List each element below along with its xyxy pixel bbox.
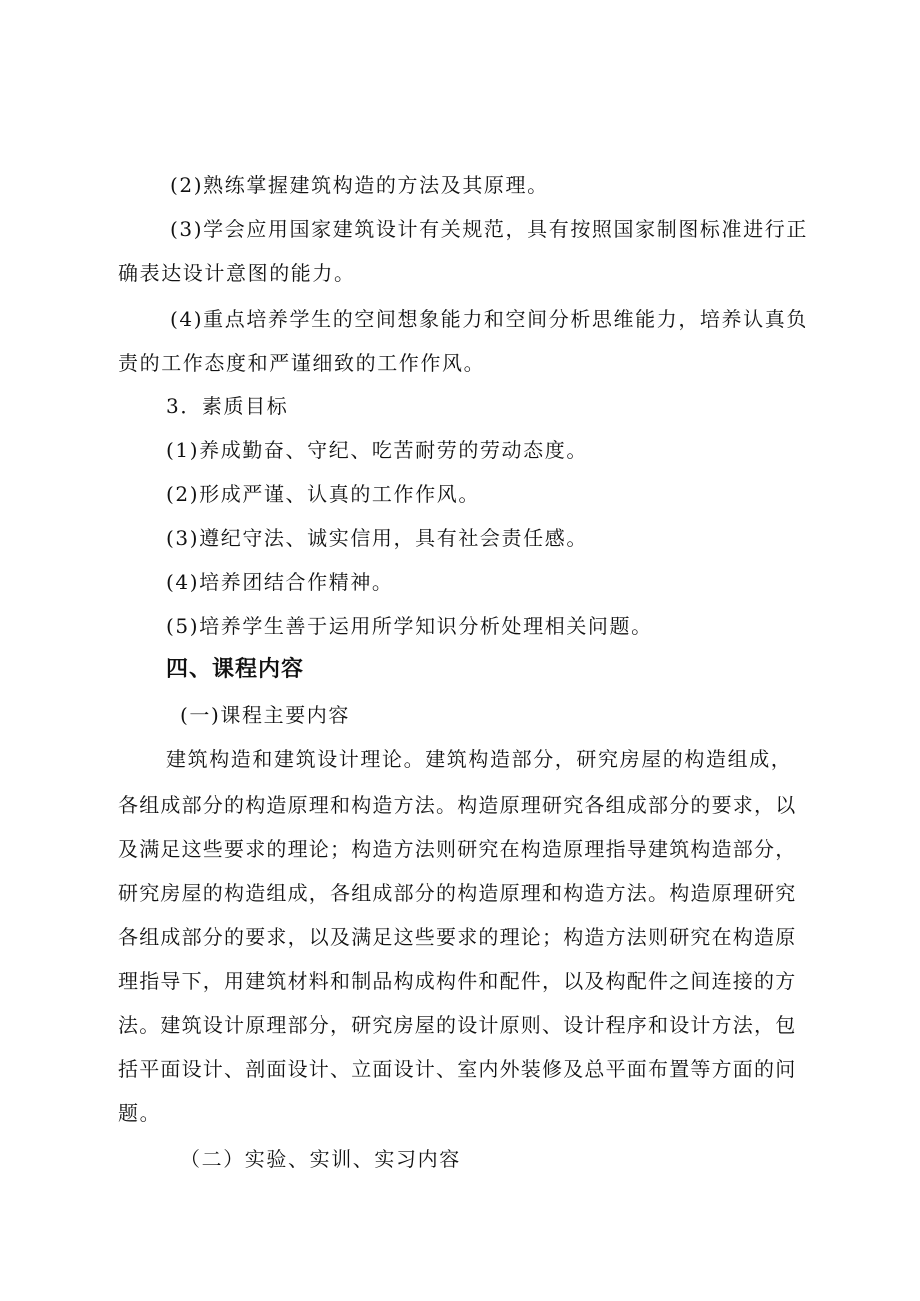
quality-objectives-title: 3．素质目标 [166, 394, 289, 418]
objective-item-3-line-2: 确表达设计意图的能力。 [118, 261, 356, 285]
subsection-main-content: (一)课程主要内容 [180, 703, 351, 727]
quality-item-1: (1)养成勤奋、守纪、吃苦耐劳的劳动态度。 [166, 438, 588, 462]
content-paragraph-line-3: 及满足这些要求的理论；构造方法则研究在构造原理指导建筑构造部分， [118, 837, 797, 861]
content-paragraph-line-1: 建筑构造和建筑设计理论。建筑构造部分，研究房屋的构造组成， [166, 747, 793, 771]
objective-item-3-line-1: (3)学会应用国家建筑设计有关规范，具有按照国家制图标准进行正 [170, 217, 808, 241]
subsection-practice-content: （二）实验、实训、实习内容 [180, 1147, 461, 1171]
content-paragraph-line-7: 法。建筑设计原理部分，研究房屋的设计原则、设计程序和设计方法，包 [118, 1013, 797, 1037]
content-paragraph-line-4: 研究房屋的构造组成，各组成部分的构造原理和构造方法。构造原理研究 [118, 881, 797, 905]
objective-item-2: (2)熟练掌握建筑构造的方法及其原理。 [170, 173, 549, 197]
content-paragraph-line-8: 括平面设计、剖面设计、立面设计、室内外装修及总平面布置等方面的问 [118, 1057, 797, 1081]
content-paragraph-line-2: 各组成部分的构造原理和构造方法。构造原理研究各组成部分的要求，以 [118, 793, 797, 817]
section-heading: 四、课程内容 [166, 657, 305, 682]
quality-item-5: (5)培养学生善于运用所学知识分析处理相关问题。 [166, 614, 653, 638]
objective-item-4-line-2: 责的工作态度和严谨细致的工作作风。 [118, 351, 486, 375]
content-paragraph-line-6: 理指导下，用建筑材料和制品构成构件和配件，以及构配件之间连接的方 [118, 969, 797, 993]
quality-item-2: (2)形成严谨、认真的工作作风。 [166, 482, 480, 506]
quality-item-4: (4)培养团结合作精神。 [166, 570, 394, 594]
objective-item-4-line-1: (4)重点培养学生的空间想象能力和空间分析思维能力，培养认真负 [170, 307, 808, 331]
content-paragraph-line-5: 各组成部分的要求，以及满足这些要求的理论；构造方法则研究在构造原 [118, 925, 797, 949]
quality-item-3: (3)遵纪守法、诚实信用，具有社会责任感。 [166, 526, 588, 550]
content-paragraph-line-9: 题。 [118, 1101, 162, 1125]
